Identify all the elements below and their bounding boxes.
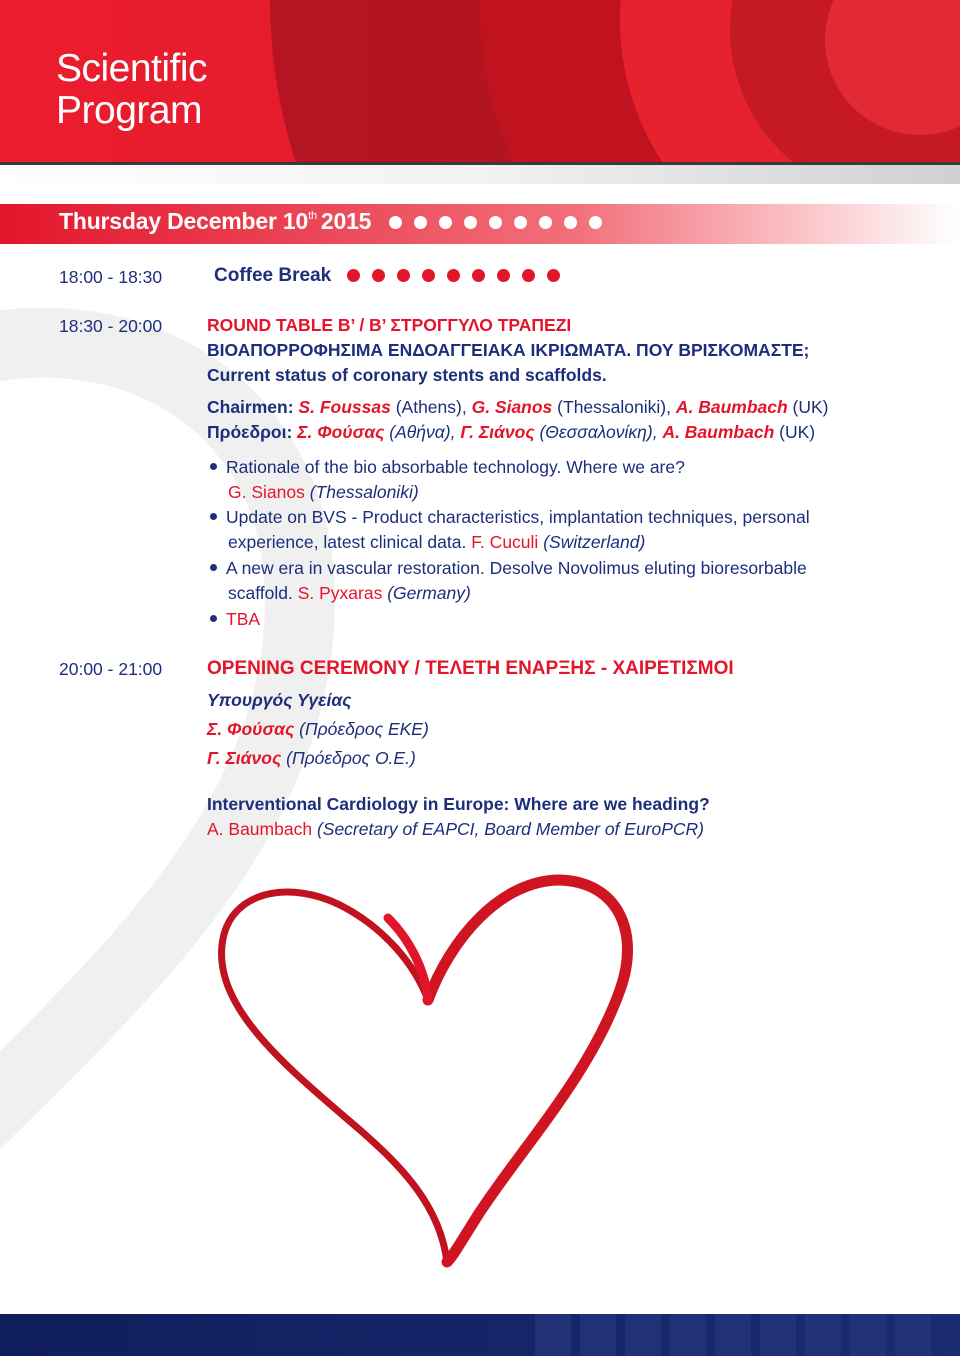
talk-3 (210, 556, 807, 606)
title-line-2: Program (56, 89, 203, 132)
chair-name-gr-1: Σ. Φούσας (297, 422, 385, 442)
bullet-icon (210, 564, 217, 571)
talk-3-place: (Germany) (387, 583, 471, 603)
chairmen-label: Chairmen: (207, 397, 294, 417)
talk-3-title: A new era in vascular restoration. Desolve Novolimus eluting bioresorbable (226, 558, 807, 578)
greeting-2 (207, 717, 429, 742)
chair-name-gr-2: Γ. Σιάνος (460, 422, 535, 442)
day-dots (389, 208, 614, 234)
page-title (56, 48, 207, 132)
session-title-coffee (214, 265, 572, 287)
talk-3-title-cont: scaffold. (228, 583, 293, 603)
opening-title: OPENING CEREMONY / ΤΕΛΕΤΗ ΕΝΑΡΞΗΣ - ΧΑΙΡΕΤΙΣΜΟΙ (207, 658, 734, 679)
lecture-speaker: A. Baumbach (207, 819, 313, 839)
talk-4-title: TBA (226, 609, 261, 629)
lecture-title: Interventional Cardiology in Europe: Where are we heading? (207, 794, 710, 814)
chair-place-2: (Thessaloniki), (557, 397, 671, 417)
round-table-subtitle-gr: ΒΙΟΑΠΟΡΡΟΦΗΣΙΜΑ ΕΝΔΟΑΓΓΕΙΑΚΑ ΙΚΡΙΩΜΑΤΑ. ΠΟΥ ΒΡΙΣΚΟΜΑΣΤΕ; (207, 340, 810, 360)
title-line-1: Scientific (56, 47, 208, 90)
talk-2-title-cont: experience, latest clinical data. (228, 532, 467, 552)
coffee-title: Coffee Break (214, 265, 332, 286)
chair-place-gr-1: (Αθήνα), (389, 422, 456, 442)
day-label: Thursday December 10 (59, 208, 309, 234)
talk-4 (210, 607, 260, 632)
chairmen-gr (207, 420, 815, 445)
session-time-coffee: 18:00 - 18:30 (59, 267, 163, 287)
talk-3-speaker: S. Pyxaras (297, 583, 383, 603)
day-heading (59, 208, 614, 235)
session-time-opening: 20:00 - 21:00 (59, 659, 163, 679)
talk-1-place: (Thessaloniki) (309, 482, 419, 502)
coffee-dots (347, 265, 572, 286)
greeting-2-name: Σ. Φούσας (207, 719, 295, 739)
bullet-icon (210, 615, 217, 622)
bullet-icon (210, 463, 217, 470)
round-table-title: ROUND TABLE B’ / B’ ΣΤΡΟΓΓΥΛΟ ΤΡΑΠΕΖΙ (207, 315, 572, 335)
greeting-2-role: (Πρόεδρος ΕΚΕ) (299, 719, 429, 739)
talk-2-title: Update on BVS - Product characteristics, implantation techniques, personal (226, 507, 810, 527)
day-suffix: th (308, 210, 317, 222)
chair-place-1: (Athens), (395, 397, 467, 417)
talk-2 (210, 505, 810, 555)
greeting-1: Υπουργός Υγείας (207, 690, 352, 710)
greeting-3-name: Γ. Σιάνος (207, 748, 282, 768)
talk-1-title: Rationale of the bio absorbable technology. Where we are? (226, 457, 685, 477)
chairmen-en (207, 395, 829, 420)
greeting-3 (207, 746, 416, 771)
chair-name-3: A. Baumbach (675, 397, 788, 417)
chair-place-gr-2: (Θεσσαλονίκη), (539, 422, 658, 442)
chair-name-gr-3: A. Baumbach (662, 422, 775, 442)
talk-1-speaker: G. Sianos (228, 482, 305, 502)
talk-2-place: (Switzerland) (543, 532, 646, 552)
talk-2-speaker: F. Cuculi (471, 532, 539, 552)
chair-name-2: G. Sianos (471, 397, 553, 417)
chair-place-gr-3: (UK) (779, 422, 816, 442)
chair-place-3: (UK) (792, 397, 829, 417)
lecture-speaker-line (207, 817, 704, 842)
day-year: 2015 (320, 208, 372, 234)
session-time-round-table: 18:30 - 20:00 (59, 316, 163, 336)
talk-1 (210, 455, 685, 505)
greeting-3-role: (Πρόεδρος Ο.Ε.) (286, 748, 416, 768)
chair-name-1: S. Foussas (298, 397, 391, 417)
round-table-subtitle-en: Current status of coronary stents and scaffolds. (207, 365, 607, 385)
bullet-icon (210, 513, 217, 520)
lecture-role: (Secretary of EAPCI, Board Member of EuroPCR) (316, 819, 705, 839)
chairmen-label-gr: Πρόεδροι: (207, 422, 293, 442)
